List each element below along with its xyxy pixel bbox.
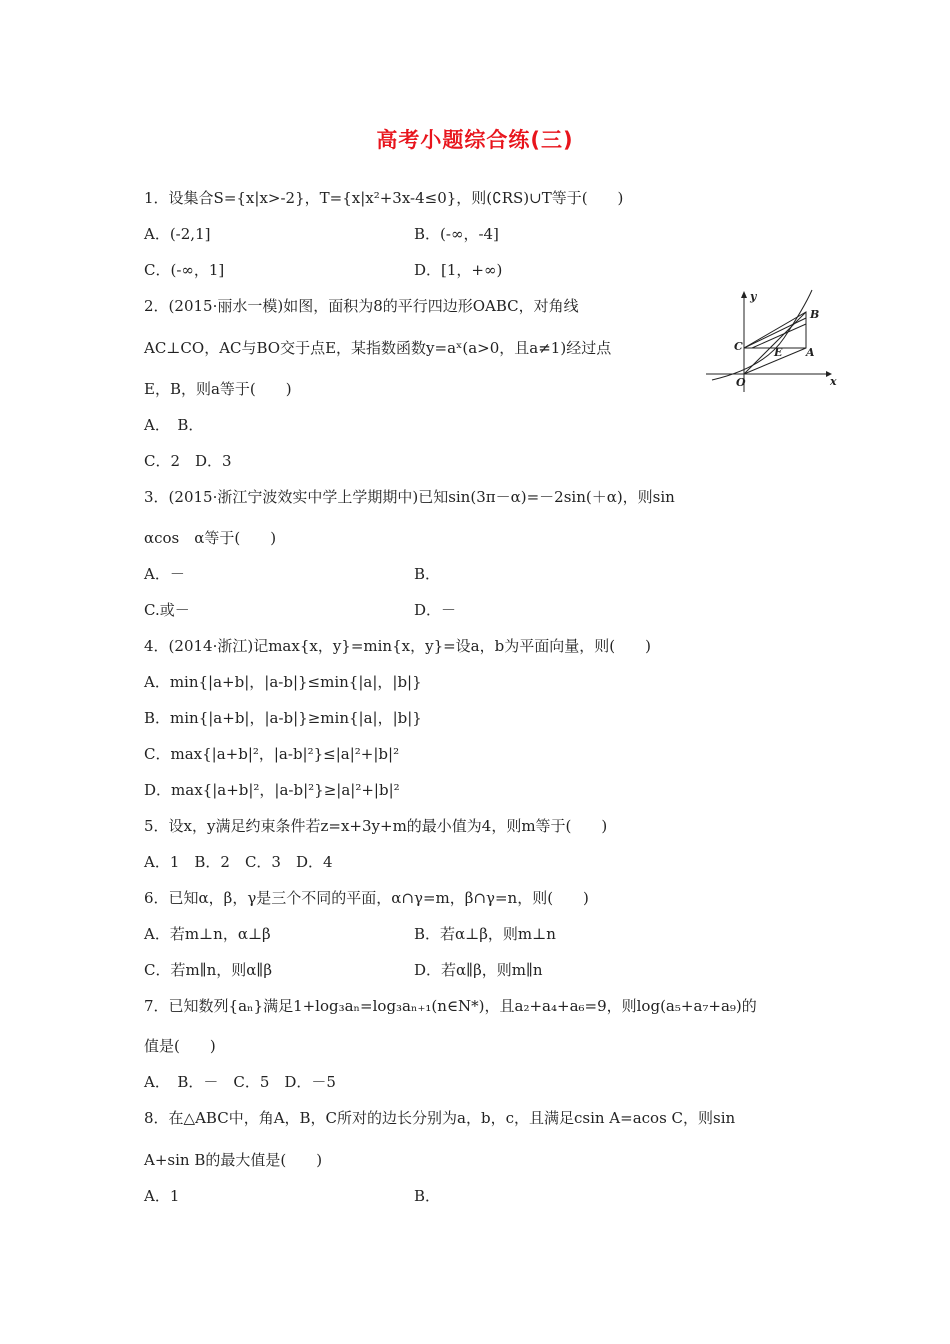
q6-option-b: B．若α⊥β，则m⊥n bbox=[414, 925, 556, 943]
q2-options-ab: A． B． bbox=[144, 416, 204, 434]
y-axis-arrow-icon bbox=[741, 291, 747, 298]
q8-option-b: B． bbox=[414, 1187, 441, 1205]
label-o: O bbox=[736, 376, 746, 389]
q6-option-a: A．若m⊥n，α⊥β bbox=[144, 925, 271, 943]
q2-options-cd: C．2 D．3 bbox=[144, 452, 232, 470]
label-e: E bbox=[774, 346, 783, 359]
q4-option-b: B．min{|a+b|，|a-b|}≥min{|a|，|b|} bbox=[144, 709, 422, 727]
question-1: 1．设集合S={x|x>-2}，T={x|x²+3x-4≤0}，则(∁RS)∪T等于( ) bbox=[144, 189, 624, 207]
question-3-line-2: αcos α等于( ) bbox=[144, 529, 277, 547]
q1-option-c: C．(-∞，1] bbox=[144, 261, 225, 279]
question-4: 4．(2014·浙江)记max{x，y}=min{x，y}=设a，b为平面向量，则( ) bbox=[144, 637, 651, 655]
parallelogram-figure bbox=[704, 288, 844, 398]
question-3-line-1: 3．(2015·浙江宁波效实中学上学期期中)已知sin(3π－α)=－2sin(＋α)，则sin bbox=[144, 488, 675, 506]
question-2-line-1: 2．(2015·丽水一模)如图，面积为8的平行四边形OABC，对角线 bbox=[144, 297, 579, 315]
page-title: 高考小题综合练(三) bbox=[376, 128, 574, 152]
q1-option-a: A．(-2,1] bbox=[144, 225, 211, 243]
q4-option-a: A．min{|a+b|，|a-b|}≤min{|a|，|b|} bbox=[144, 673, 422, 691]
q4-option-d: D．max{|a+b|²，|a-b|²}≥|a|²+|b|² bbox=[144, 781, 400, 799]
q4-option-c: C．max{|a+b|²，|a-b|²}≤|a|²+|b|² bbox=[144, 745, 400, 763]
q8-option-a: A．1 bbox=[144, 1187, 180, 1205]
q7-options: A． B．－ C．5 D．－5 bbox=[144, 1073, 336, 1091]
question-5: 5．设x，y满足约束条件若z=x+3y+m的最小值为4，则m等于( ) bbox=[144, 817, 608, 835]
label-y: y bbox=[750, 290, 757, 303]
label-a: A bbox=[806, 346, 815, 359]
question-6: 6．已知α，β，γ是三个不同的平面，α∩γ=m，β∩γ=n，则( ) bbox=[144, 889, 589, 907]
question-8-line-2: A+sin B的最大值是( ) bbox=[144, 1151, 323, 1169]
label-b: B bbox=[810, 308, 820, 321]
question-2-line-3: E，B，则a等于( ) bbox=[144, 380, 292, 398]
q3-option-b: B． bbox=[414, 565, 441, 583]
q1-option-d: D．[1，+∞) bbox=[414, 261, 503, 279]
q6-option-c: C．若m∥n，则α∥β bbox=[144, 961, 273, 979]
q3-option-d: D．－ bbox=[414, 601, 457, 619]
q3-option-a: A．－ bbox=[144, 565, 185, 583]
question-8-line-1: 8．在△ABC中，角A，B，C所对的边长分别为a，b，c，且满足csin A=acos C，则sin bbox=[144, 1109, 736, 1127]
question-7-line-2: 值是( ) bbox=[144, 1037, 216, 1055]
q6-option-d: D．若α∥β，则m∥n bbox=[414, 961, 543, 979]
question-7-line-1: 7．已知数列{aₙ}满足1+log₃aₙ=log₃aₙ₊₁(n∈N*)，且a₂+a₄+a₆=9，则log(a₅+a₇+a₉)的 bbox=[144, 997, 757, 1015]
q5-options: A．1 B．2 C．3 D．4 bbox=[144, 853, 333, 871]
q1-option-b: B．(-∞，-4] bbox=[414, 225, 499, 243]
q3-option-c: C.或－ bbox=[144, 601, 190, 619]
question-2-line-2: AC⊥CO，AC与BO交于点E，某指数函数y=aˣ(a>0，且a≠1)经过点 bbox=[144, 339, 612, 357]
label-x: x bbox=[830, 375, 837, 388]
label-c: C bbox=[734, 340, 743, 353]
